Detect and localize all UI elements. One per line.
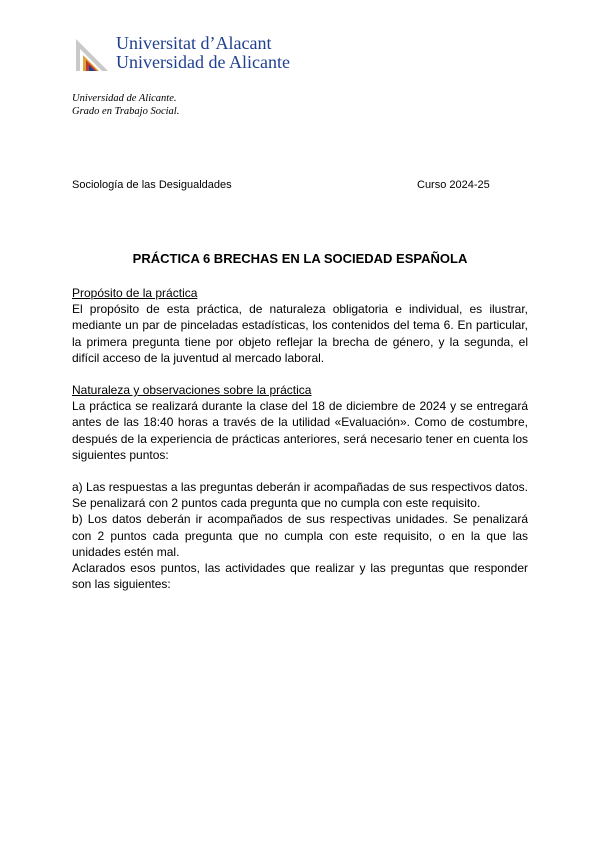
course-row <box>72 178 528 192</box>
point-b: b) Los datos deberán ir acompañados de sus respectivas unidades. Se penalizará con 2 puntos cada pregunta que no cumpla con este requisito, o en la que las unidades estén mal. <box>72 512 528 559</box>
university-name-spanish: Universidad de Alicante <box>116 52 290 72</box>
spacer <box>72 366 528 382</box>
page-title: PRÁCTICA 6 BRECHAS EN LA SOCIEDAD ESPAÑOLA <box>132 251 468 266</box>
institution-name: Universidad de Alicante. <box>72 93 177 104</box>
spacer <box>72 463 528 479</box>
institution-block <box>72 92 179 118</box>
document-body <box>72 285 528 592</box>
university-name <box>116 34 290 72</box>
section-heading-nature: Naturaleza y observaciones sobre la práctica <box>72 383 312 398</box>
subject-name: Sociología de las Desigualdades <box>72 179 232 191</box>
university-name-valencian: Universitat d’Alacant <box>116 33 272 53</box>
point-a: a) Las respuestas a las preguntas deberán ir acompañadas de sus respectivos datos. Se penalizará con 2 puntos cada pregunta que no cumpla con este requisito. <box>72 480 528 511</box>
university-logo-icon <box>74 37 110 73</box>
section-heading-purpose: Propósito de la práctica <box>72 286 198 300</box>
course-year: Curso 2024-25 <box>417 179 490 191</box>
purpose-paragraph: El propósito de esta práctica, de naturaleza obligatoria e individual, es ilustrar, mediante un par de pinceladas estadísticas, los contenidos del tema 6. En particular, la primera pregunta tiene por objeto reflejar la brecha de género, y la segunda, el difícil acceso de la juventud al mercado laboral. <box>72 302 528 365</box>
closing-paragraph: Aclarados esos puntos, las actividades que realizar y las preguntas que responder son las siguientes: <box>72 561 528 592</box>
degree-name: Grado en Trabajo Social. <box>72 106 180 117</box>
nature-paragraph: La práctica se realizará durante la clase del 18 de diciembre de 2024 y se entregará antes de las 18:40 horas a través de la utilidad «Evaluación». Como de costumbre, después de la experiencia de prácticas anteriores, será necesario tener en cuenta los siguientes puntos: <box>72 399 528 462</box>
